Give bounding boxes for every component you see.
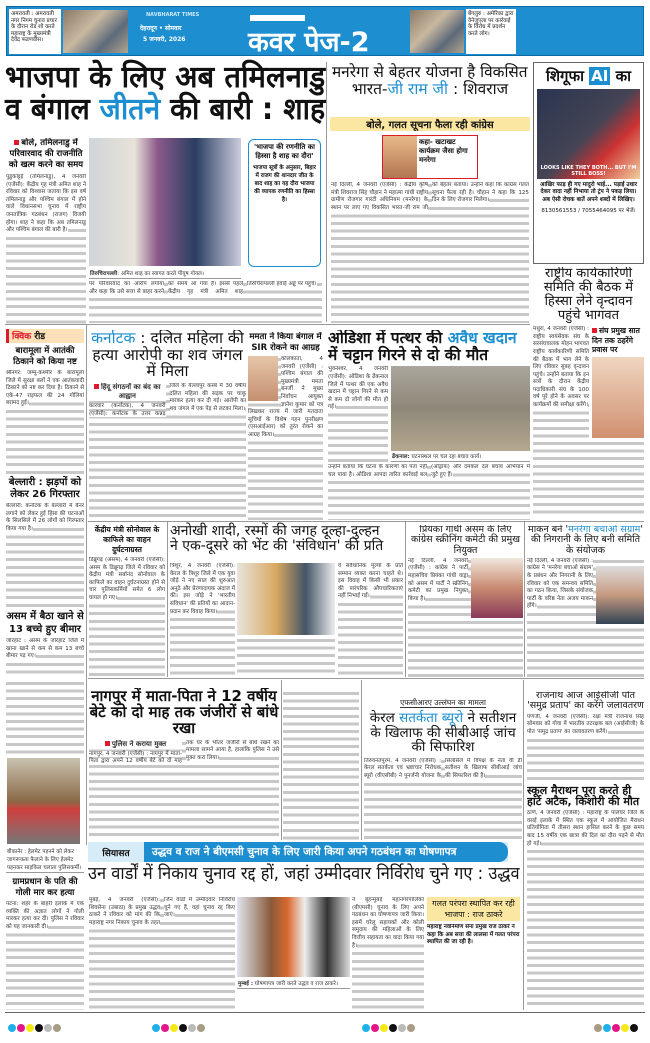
quick-headline-2: बेल्लारी : झड़पों को लेकर 26 गिरफ्तार [8,477,82,500]
divider [523,680,524,1010]
quick-body-3: जोरहाट : असम के जोरहाट जिले में खाना खाने से कम से कम 13 बच्चे बीमार पड़ गए। [6,638,84,676]
karnataka-headline: कर्नाटक : दलित महिला की हत्या आरोपी का शव जंगल में मिला [91,330,244,381]
quick-body-1: श्रीनगर: जम्मू-कश्मीर के बारामूला जिले में सुरक्षा बलों ने एक आतंकवादी ठिकाने को नष्ट कर दिया है। ठिकाने से एके-47 राइफल की 24 गोलियां बरामद हुईं। [6,370,84,474]
kerala-kicker-wrap [364,690,522,709]
shigufa-box [533,62,644,264]
wedding-body-continued: वे संवैधानिक मूल्यों के प्रति सम्मान व्यक्त करना चाहते थे। इस विवाह में किसी भी प्रकार की पारंपरिक औपचारिकताएं नहीं निभाई गईं। [338,563,403,677]
divider [524,522,525,677]
nagpur-body: पुलिस ने कराया मुक्त नागपुर, 4 जनवरी (एजेंसी) : नागपुर में माता-पिता द्वारा अपने 12 वर्षीय बेटे को दो माह तक घर के भीतर जंजीरों से बांधे रखने का मामला सामने आया है, हालांकि पुलिस ने उसे मुक्त करा लिया। [89,740,279,840]
quick-read-column [6,329,84,676]
kerala-kicker: एफसीआरए उल्लंघन का मामला [400,698,486,707]
odisha-photo-block [391,366,530,462]
lead-caption: तिरुचिरापल्ली: अमित शाह का स्वागत करते पीयूष गोयल। [89,268,241,279]
maken-column [527,525,644,677]
bhagwat-row [533,326,644,438]
header-decor [250,15,305,21]
nagpur-subhead: पुलिस ने कराया मुक्त [89,740,182,749]
wedding-headline-line1: अनोखी शादी, रस्मों की जगह दूल्हा-दुल्हन [170,523,380,539]
nagpur-column [89,688,279,840]
odisha-headline: ओडिशा में पत्थर की अवैध खदान में चट्टान गिरने से दो की मौत [328,330,517,364]
bottom-left-column [6,846,84,1010]
lead-quote-box: 'भाजपा की रणनीति का हिस्सा है शाह का दौरा' भाजपा सूत्रों के अनुसार, बिहार में राजग की शानदार जीत के बाद शाह का यह दौरा भाजपा की व्यापक रणनीति का हिस्सा है। [248,139,321,267]
mnrega-inset [382,135,478,179]
right-bottom-column [527,691,644,1009]
quick-headline-3: असम में बैठा खाने से 13 बच्चे हुए बीमार [6,611,84,635]
divider [88,678,644,679]
divider [405,522,406,677]
shivraj-photo [383,136,417,178]
odisha-photo [391,366,530,451]
odisha-body: भुवनेश्वर, 4 जनवरी (एजेंसी): ओडिशा के ढेंकनाल जिले में पत्थर की एक अवैध खदान में चट्टान गिरने से कम से कम दो लोगों की मौत हो गई। [328,366,388,462]
rajnath-headline: राजनाथ आज आईसीजी पोत 'समुद्र प्रताप' का करेंगे जलावतरण [527,691,644,712]
odisha-column [328,330,530,520]
wedding-body: त्रिशूर, 4 जनवरी (एजेंसी): केरल के त्रिशूर जिले में एक युवा जोड़े ने नए साल की शुरुआत अनूठे और प्रेरणादायक अंदाज में की। इस जोड़े ने 'भारतीय संविधान' की प्रतियों का आदान-प्रदान कर विवाह किया। [170,563,235,677]
lead-headline-line2: व बंगाल जीतने की बारी : शाह [5,92,326,128]
sonowal-body: डिब्रूगढ़ (असम), 4 जनवरी (एजेंसी): असम के डिब्रूगढ़ जिले में रविवार को केंद्रीय मंत्री सर्बानंद सोनोवाल के काफिले का वाहन दुर्घटनाग्रस्त होने से चार पुलिसकर्मियों समेत 6 लोग घायल हो गए। [89,557,165,677]
divider [281,680,282,840]
karnataka-body: हिंदू संगठनों का बंद का आह्वान कारवार (कर्नाटक), 4 जनवरी (एजेंसी): कर्नाटक के उत्तर कन्नड़ जिले के येल्लापुर कस्बे में 30 वर्षीय दलित महिला की सड़क पर चाकू मारकर हत्या कर दी गई। आरोपी का शव जंगल में एक पेड़ से लटका मिला। [89,383,246,520]
header-left-photo [63,10,128,53]
shigufa-text: आखिर फाड़ ही गए मादुरो भाई... पड़ाई उधार देकर वादा नहीं निभाया तो ट्रंप ने पकड़ लिया। अब ऐसी रोचक बातें अपने शब्दों में लिखिए। [539,182,638,203]
divider [86,325,87,845]
uddhav-headline: उन वार्डों में निकाय चुनाव रद्द हों, जहां उम्मीदवार निर्विरोध चुने गए : उद्धव [88,864,520,884]
bhagwat-side [592,326,644,438]
bhagwat-body: मथुरा, 4 जनवरी (एजेंसी) : राष्ट्रीय स्वयंसेवक संघ के सरसंघचालक मोहन भागवत राष्ट्रीय कार्यकारिणी समिति की बैठक में भाग लेने के लिए रविवार सुबह वृन्दावन पहुंचे। उन्होंने बताया कि इन सत्रों के दौरान केंद्रीय पदाधिकारी संघ के 100 वर्ष पूरे होने के अवसर पर कार्यक्रमों की समीक्षा करेंगे। [533,326,589,438]
wedding-headline-line2: ने एक-दूसरे को भेंट की 'संविधान' की प्रति [170,538,384,555]
bhagwat-headline: राष्ट्रीय कार्यकारिणी समिति की बैठक में हिस्सा लेने वृन्दावन पहुंचे भागवत [543,267,634,324]
lead-subhead: बोले, तमिलनाडु में परिवारवाद की राजनीति को खत्म करने का समय [6,138,86,171]
mamata-photo [248,356,278,401]
quick-body-2: बेल्लारी: कर्नाटक के बेल्लारी में बैनर लगाने को लेकर हुई हिंसा की घटनाओं के सिलसिले में 26 लोगों को गिरफ्तार किया गया है। [6,503,84,607]
mnrega-headline-line1: मनरेगा से बेहतर योजना है विकसित [332,63,528,81]
siyasat-title-bg [144,842,508,862]
siyasat-title: उद्धव व राज ने बीएमसी चुनाव के लिए जारी किया अपने गठबंधन का घोषणापत्र [152,846,457,858]
mnrega-strip-bg [330,117,530,131]
odisha-body-continued: उन्होंने बताया कि घटना के कारणों का पता नहीं चल पाया है। ओडिशा आपदा त्वरित कार्रवाई बल (ओड्राफ) और दमकल दल बचाव अभियान में जुटे हुए हैं। [328,464,530,520]
priyanka-column [408,525,523,677]
sonowal-body-continued [283,690,359,840]
village-head-headline: ग्रामप्रधान के पति की गोली मार कर हत्या [12,877,78,898]
mamata-body: कोलकाता, 4 जनवरी (एजेंसी) : पश्चिम बंगाल की मुख्यमंत्री ममता बनर्जी ने मुख्य निर्वाचन आयुक्त ज्ञानेश कुमार को पत्र लिखकर राज्य में जारी मतदाता सूचियों के विशेष गहन पुनरीक्षण (एसआईआर) को तुरंत रोकने का आग्रह किया। [248,356,323,520]
color-registration-right [594,1017,639,1036]
place-day: देहरादून • सोमवार [140,25,182,32]
uddhav-headline-wrap [88,865,520,884]
uddhav-body-continued: ने बृहन्मुंबई महानगरपालिका (बीएमसी) चुनाव के लिए अपने गठबंधन का घोषणापत्र जारी किया। इसमें घरेलू सहायकों और कोली समुदाय की महिलाओं के लिए वित्तीय सहायता का वादा किया गया है। [352,897,424,1009]
shigufa-title: शिगूफा AI का [545,67,632,85]
uddhav-body: मुंबई, 4 जनवरी (एजेंसी): शिवसेना (उबाठा) के प्रमुख उद्धव ठाकरे ने रविवार को मांग की कि महाराष्ट्र नगर निकाय चुनाव के तहत जिन वार्डों में उम्मीदवार निर्विरोध चुने गए हैं, वहां चुनाव रद्द किए जाएं। [89,897,235,1009]
bhagwat-subhead: संघ प्रमुख सात दिन तक ठहरेंगे प्रवास पर [592,326,644,355]
lead-headline-line1: भाजपा के लिए अब तमिलनाडु [5,60,326,95]
cyclist-photo [7,758,80,844]
siyasat-label: सियासत [102,848,130,859]
divider [326,62,327,322]
odisha-caption: ढेंकनाल: घटनास्थल पर चल रहा बचाव कार्य। [391,451,530,462]
priyanka-headline: प्रियंका गांधी असम के लिए कांग्रेस स्क्रीनिंग कमेटी की प्रमुख नियुक्त [411,525,520,556]
header-right-caption: बेंगलुरु : अमेरिका द्वारा वेनेजुएला पर कार्रवाई के विरोध में प्रदर्शन करते लोग। [466,9,516,54]
nagpur-headline: नागपुर में माता-पिता ने 12 वर्षीय बेटे को दो माह तक जंजीरों से बांधे रखा [89,688,279,738]
maken-headline: माकन बने 'मनरेगा बचाओ संग्राम' की निगरानी के लिए बनी समिति के संयोजक [528,525,643,556]
color-registration-mid [152,1017,206,1036]
marathon-body: ठाणे, 4 जनवरी (एजेंसी) : महाराष्ट्र के पालघर जिले के वसई इलाके में स्थित एक स्कूल में आयोजित मैराथन प्रतियोगिता में तीसरा स्थान हासिल करने के कुछ समय बाद 15 वर्षीय एक छात्रा की दिल का दौरा पड़ने से मौत हो गई। [527,810,644,1009]
rajnath-body: पणजी, 4 जनवरी (एजेंसी): रक्षा मंत्री राजनाथ सिंह सोमवार को गोवा में भारतीय तटरक्षक बल (आईसीजी) के पोत 'समुद्र प्रताप' का जलावतरण करेंगे। [527,714,644,782]
divider [167,522,168,677]
bhagwat-body-continued [533,440,644,518]
mamata-column [248,332,323,520]
maken-body: नई दिल्ली, 4 जनवरी (एजेंसी) : कांग्रेस ने 'मनरेगा बचाओ संग्राम' के प्रबंधन और निगरानी के लिए रविवार को एक समन्वय समिति का गठन किया, जिसके संयोजक पार्टी के वरिष्ठ नेता अजय माकन होंगे। [527,558,644,677]
lead-body-continued: पर परिवारवाद का आरोप लगाया और कहा कि उसे सत्ता से बाहर करने का समय आ गया है। इससे पहले केंद्रीय गृह मंत्री अमित शाह तिरुचिरापल्ली हवाई अड्डे पर पहुंचे। [89,281,322,323]
marathon-headline: स्कूल मैराथन पूरा करते ही हार्ट अटैक, किशोरी की मौत [527,783,640,809]
wedding-headline [170,524,403,554]
lead-photo [89,138,241,266]
raj-thackeray-body: महाराष्ट्र नवनिर्माण सेना प्रमुख राज ठाकरे ने कहा कि अब सत्ता की लालसा में गलत परंपरा स्थापित की जा रही है। [427,924,520,945]
kerala-body: तिरुवनंतपुरम, 4 जनवरी (एजेंसी) : केरल सतर्कता एवं भ्रष्टाचार निरोधक ब्यूरो (वीएसीबी) ने पुनर्जनी योजना के सिलसिले में विपक्ष के नेता वी डी सतीशन के खिलाफ सीबीआई जांच की सिफारिश की है। [364,758,522,840]
siyasat-band [88,842,508,862]
header-left-caption: अमरावती : अमरावती नगर निगम चुनाव प्रचार के दौरान रोड शो करते महाराष्ट्र के मुख्यमंत्री देवेंद्र फडणवीस। [9,9,61,54]
kerala-headline: केरल सतर्कता ब्यूरो ने सतीशन के खिलाफ की सीबीआई जांच की सिफारिश [369,710,517,756]
color-registration-mid2 [362,1017,416,1036]
mnrega-column [331,135,529,323]
maken-photo [596,566,644,624]
assam-body-continued [6,680,84,755]
wedding-photo [237,563,335,635]
karnataka-column [89,330,246,520]
shigufa-cartoon [537,89,640,179]
issue-date: 5 जनवरी, 2026 [143,36,186,43]
sonowal-headline: केंद्रीय मंत्री सोनोवाल के काफिले का वाहन दुर्घटनाग्रस्त [94,525,160,554]
village-head-body: पटना: शहर के बाहरी इलाके में एक व्यक्ति की अज्ञात लोगों ने गोली मारकर हत्या कर दी। पुलिस ने रविवार को यह जानकारी दी। [6,901,84,1010]
header-right-photo [410,10,464,53]
karnataka-subhead: हिंदू संगठनों का बंद का आह्वान [89,383,166,401]
uddhav-photo [237,897,350,977]
sonowal-column [89,525,165,677]
mnrega-headline [332,64,528,97]
quick-headline-1: बारामूला में आतंकी ठिकाने को किया नष्ट [13,346,77,367]
mnrega-strip: बोले, गलत सूचना फैला रही कांग्रेस [366,120,494,131]
mnrega-inset-quote: कहा- खटाखट कार्यक्रम जैसा होगा मनरेगा [419,138,468,164]
page-title: कवर पेज-2 [248,27,370,58]
kerala-column [364,690,522,840]
lead-headline [5,62,325,127]
priyanka-body: नई दिल्ली, 4 जनवरी (एजेंसी) : कांग्रेस ने पार्टी महासचिव प्रियंका गांधी वाड्रा को असम में पार्टी ने स्क्रीनिंग कमेटी का प्रमुख नियुक्त किया है। [408,558,523,677]
divider [5,324,530,325]
paper-name: NAVBHARAT TIMES [146,12,200,18]
bhagwat-column [533,267,644,518]
shigufa-contact: 8130561553 / 7055464095 पर भेजें। [541,208,636,215]
lead-body: पुडुकोट्टई (तमिलनाडु), 4 जनवरी (एजेंसी): केंद्रीय गृह मंत्री अमित शाह ने रविवार को विश्वास जताया कि इस वर्ष तमिलनाडु और पश्चिम बंगाल में होने वाले विधानसभा चुनाव में राष्ट्रीय जनतांत्रिक गठबंधन (राजग) विजयी होगा। शाह ने कहा कि अब तमिलनाडु और पश्चिम बंगाल की बारी है। [6,174,86,324]
uddhav-caption: मुम्बई : घोषणापत्र जारी करते उद्धव व राज ठाकरे। [237,978,350,989]
divider [88,521,644,522]
raj-thackeray-box: गलत परंपरा स्थापित कर रही भाजपा : राज ठाकरे [427,897,520,921]
mnrega-headline-line2: भारत-जी राम जी : शिवराज [351,79,509,98]
color-registration-left [8,1017,62,1036]
quick-read-label: क्विक रीड [6,329,84,343]
lead-left-column [6,138,86,324]
wedding-body-2 [237,637,335,677]
raj-thackeray-column [427,897,520,1010]
priyanka-photo [471,558,523,618]
bhagwat-photo [592,357,644,439]
mnrega-body: नई दिल्ली, 4 जनवरी (एजेंसी) : केंद्रीय कृषि मंत्री शिवराज सिंह चौहान ने महात्मा गांधी राष्ट्रीय ग्रामीण रोजगार गारंटी अधिनियम (मनरेगा) के स्थान पर लाए गए विकसित भारत-जी राम जी को बेहतर बताया। उन्होंने कहा कि कांग्रेस गलत सूचना फैला रही है। चौहान ने कहा कि 125 दिन के लिए रोजगार मिलेगा। [331,182,529,323]
divider [361,680,362,840]
footer-rule [5,1012,645,1013]
odisha-row [328,366,530,462]
mamata-headline: ममता ने किया बंगाल में SIR रोकने का आग्रह [249,332,322,353]
cartoon-caption: LOOKS LIKE THEY BOTH... BUT I'M STILL BOSS! [540,165,637,177]
cyclist-caption: बीकानेर : हेलमेट पहनने को लेकर जागरूकता फैलाने के लिए हेलमेट पहनकर साइकिल चलाता पुलिसकर्मी। [6,846,84,873]
